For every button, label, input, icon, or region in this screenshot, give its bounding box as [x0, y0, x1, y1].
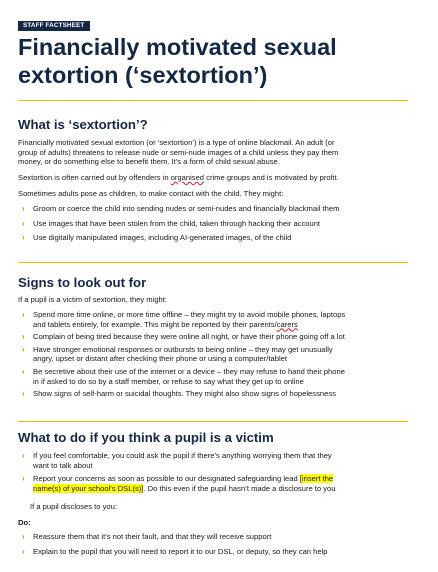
- title-line-2: extortion (‘sextortion’): [18, 62, 268, 88]
- list-item: › Spend more time online, or more time offline – they might try to avoid mobile phones, laptops and tablets entirely, for example. This might be reported by their parents/carers: [22, 310, 346, 329]
- list-item: › Groom or coerce the child into sending nudes or semi-nudes and financially blackmail them: [22, 204, 340, 213]
- staff-factsheet-tag: STAFF FACTSHEET: [18, 21, 90, 31]
- title-line-1: Financially motivated sexual: [18, 34, 337, 60]
- placeholder-highlight: [insert the: [299, 474, 334, 484]
- list-item: › Have stronger emotional responses or outbursts to being online – they may get unusually angry, upset or distant after checking their phone or using a computer/tablet: [22, 344, 333, 364]
- chevron-right-icon: ›: [22, 344, 25, 354]
- list-item: › Be secretive about their use of the internet or a device – they may refuse to hand their phone in if asked to do so by a staff member, or refuse to say what they get up to online: [22, 366, 345, 386]
- list-item: › Explain to the pupil that you will need to report it to our DSL, or deputy, so they can help: [22, 546, 328, 556]
- what-paragraph-1: Financially motivated sexual extortion (or ‘sextortion’) is a type of online blackmail. An adult (or group of adults) threatens to release nude or semi-nude images of a child unless they pay them money, or do something else to benefit them. It’s a form of child sexual abuse.: [18, 138, 339, 167]
- signs-bullet-list: [22, 310, 404, 399]
- list-item: › Report your concerns as soon as possible to our designated safeguarding lead [insert the name(s) of your school’s DSL(s)]. Do this even if the pupil hasn’t made a disclosure to you: [22, 474, 336, 493]
- chevron-right-icon: ›: [22, 546, 25, 556]
- list-item: › Show signs of self-harm or suicidal thoughts. They might also show signs of hopelessness: [22, 389, 336, 399]
- list-item: › Complain of being tired because they were online all night, or have their phone going off a lot: [22, 332, 345, 342]
- chevron-right-icon: ›: [22, 310, 25, 319]
- section-heading-todo: What to do if you think a pupil is a victim: [18, 430, 274, 445]
- what-paragraph-2: Sextortion is often carried out by offenders in organised crime groups and is motivated by profit.: [18, 173, 339, 182]
- section-heading-signs: Signs to look out for: [18, 275, 147, 290]
- spelling-flag: organised: [170, 173, 205, 182]
- todo-bullet-list: [22, 451, 404, 493]
- section-divider: [18, 262, 408, 263]
- chevron-right-icon: ›: [22, 233, 25, 243]
- chevron-right-icon: ›: [22, 532, 25, 541]
- page-title: [18, 33, 418, 89]
- spelling-flag: carers: [276, 319, 298, 329]
- list-item: › Reassure them that it’s not their fault, and that they will receive support: [22, 532, 272, 541]
- chevron-right-icon: ›: [22, 366, 25, 376]
- list-item: › Use digitally manipulated images, including AI-generated images, of the child: [22, 233, 292, 243]
- chevron-right-icon: ›: [22, 204, 25, 213]
- chevron-right-icon: ›: [22, 332, 25, 342]
- section-divider: [18, 421, 408, 422]
- what-paragraph-3: Sometimes adults pose as children, to make contact with the child. They might:: [18, 189, 284, 198]
- chevron-right-icon: ›: [22, 218, 25, 228]
- placeholder-highlight: name(s) of your school’s DSL(s)]: [33, 483, 144, 493]
- chevron-right-icon: ›: [22, 389, 25, 399]
- do-bullet-list: [22, 532, 404, 556]
- chevron-right-icon: ›: [22, 474, 25, 484]
- list-item: › Use images that have been stolen from the child, taken through hacking their account: [22, 218, 321, 228]
- do-label: Do:: [18, 518, 31, 527]
- list-item: › If you feel comfortable, you could ask the pupil if there’s anything worrying them that they want to talk about: [22, 451, 332, 470]
- chevron-right-icon: ›: [22, 451, 25, 460]
- section-divider: [18, 100, 408, 101]
- disclosure-intro: If a pupil discloses to you:: [30, 502, 117, 511]
- signs-intro: If a pupil is a victim of sextortion, they might:: [18, 295, 167, 304]
- what-bullet-list: [22, 204, 404, 243]
- section-heading-what: What is ‘sextortion’?: [18, 117, 148, 132]
